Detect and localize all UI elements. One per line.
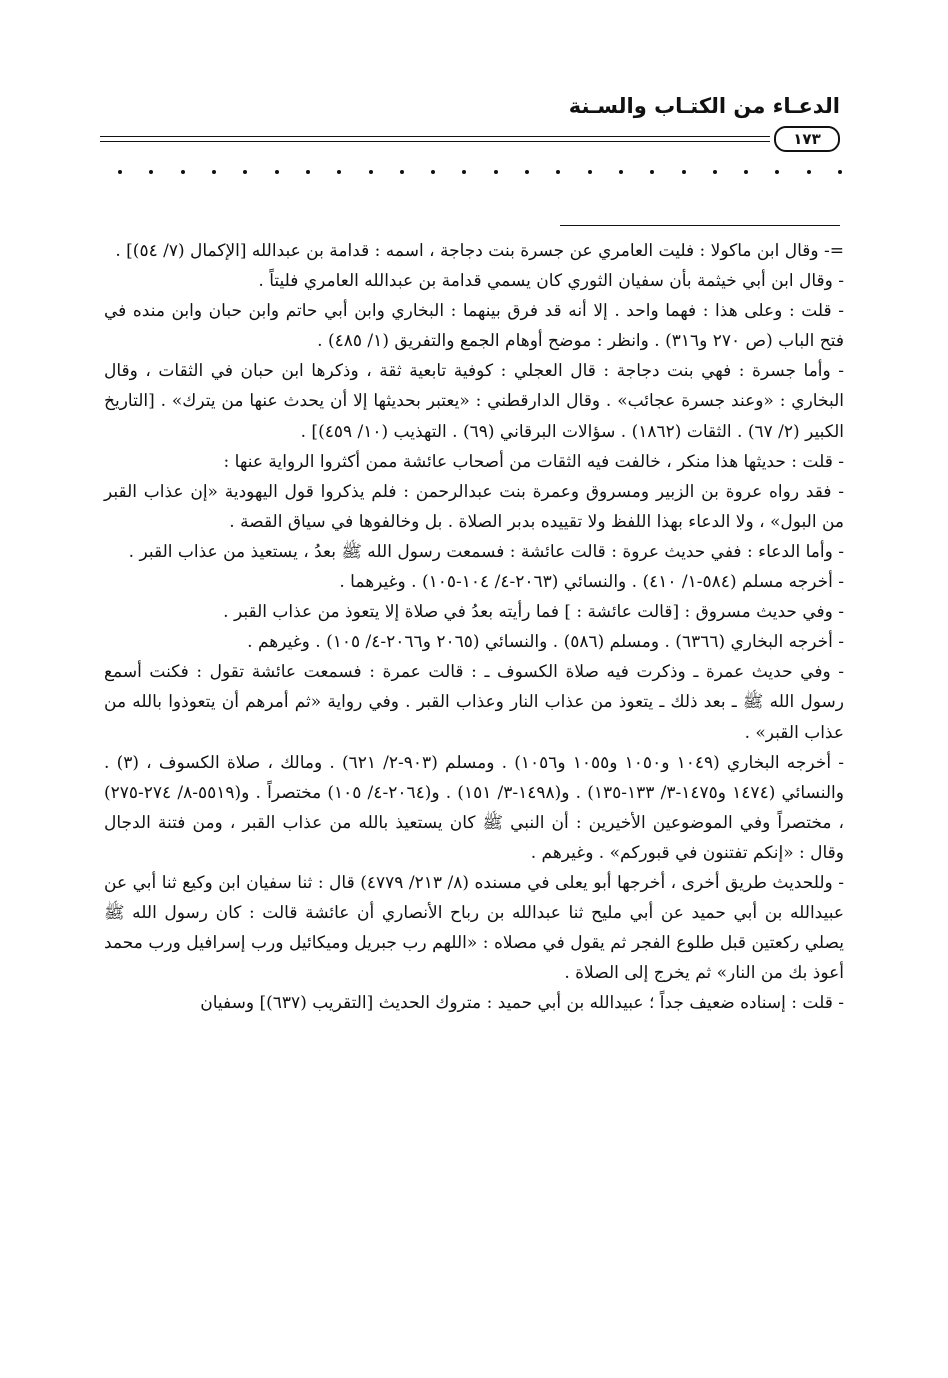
separator-dot [494, 170, 498, 174]
separator-dot [118, 170, 122, 174]
page-number: ١٧٣ [774, 126, 840, 152]
separator-dot [306, 170, 310, 174]
separator-dot [650, 170, 654, 174]
separator-dot [556, 170, 560, 174]
footnote-rule [560, 225, 840, 226]
separator-dot [744, 170, 748, 174]
footnote-paragraph: - فقد رواه عروة بن الزبير ومسروق وعمرة بنت عبدالرحمن : فلم يذكروا قول اليهودية «إن عذاب القبر من البول» ، ولا الدعاء بهذا اللفظ ولا تقييده بدبر الصلاة . بل وخالفوها في سياق القصة . [104, 481, 844, 532]
separator-dot [275, 170, 279, 174]
separator-dot [212, 170, 216, 174]
footnote-paragraph: - أخرجه مسلم (٥٨٤-١/ ٤١٠) . والنسائي (٢٠٦٣-٤/ ١٠٤-١٠٥) . وغيرهما . [339, 572, 844, 593]
separator-dot [682, 170, 686, 174]
separator-dot [713, 170, 717, 174]
dotted-separator [118, 170, 842, 174]
footnote-text [104, 236, 844, 1018]
separator-dot [431, 170, 435, 174]
separator-dot [243, 170, 247, 174]
footnote-paragraph: - وفي حديث مسروق : [قالت عائشة : ] فما رأيته بعدُ في صلاة إلا يتعوذ من عذاب القبر . [223, 602, 844, 623]
footnote-paragraph: - قلت : حديثها هذا منكر ، خالفت فيه الثقات من أصحاب عائشة ممن أكثروا الرواية عنها : [223, 451, 844, 472]
footnote-paragraph: - وفي حديث عمرة ـ وذكرت فيه صلاة الكسوف ـ : قالت عمرة : فسمعت عائشة تقول : فكنت أسمع رسول الله ﷺ ـ بعد ذلك ـ يتعوذ من عذاب النار وعذاب القبر . وفي رواية «ثم أمرهم أن يتعوذوا بالله من عذاب القبر» . [104, 662, 844, 743]
separator-dot [181, 170, 185, 174]
footnote-paragraph: - قلت : إسناده ضعيف جداً ؛ عبيدالله بن أبي حميد : متروك الحديث [التقريب (٦٣٧)] وسفيان [200, 993, 844, 1014]
footnote-paragraph: - وللحديث طريق أخرى ، أخرجها أبو يعلى في مسنده (٨/ ٢١٣/ ٤٧٧٩) قال : ثنا سفيان ابن وكيع ثنا أبي عن عبيدالله بن أبي حميد عن أبي مليح ثنا عبدالله بن رباح الأنصاري أن عائشة قالت : كان رسول الله ﷺ يصلي ركعتين قبل طلوع الفجر ثم يقول في مصلاه : «اللهم رب جبريل وميكائيل ورب إسرافيل ورب محمد أعوذ بك من النار» ثم يخرج إلى الصلاة . [104, 872, 844, 984]
separator-dot [369, 170, 373, 174]
footnote-paragraph: - وأما جسرة : فهي بنت دجاجة : قال العجلي : كوفية تابعية ثقة ، وذكرها ابن حبان في الثقات ، وقال البخاري : «وعند جسرة عجائب» . وقال الدارقطني : «يعتبر بحديثها إلا أن يحدث عنها من يترك» . [التاريخ الكبير (٢/ ٦٧) . الثقات (١٨٦٢) . سؤالات البرقاني (٦٩) . التهذيب (١٠/ ٤٥٩)] . [104, 361, 844, 442]
separator-dot [337, 170, 341, 174]
separator-dot [400, 170, 404, 174]
separator-dot [149, 170, 153, 174]
separator-dot [619, 170, 623, 174]
header-rule-secondary [100, 141, 770, 142]
footnote-paragraph: - وقال ابن أبي خيثمة بأن سفيان الثوري كان يسمي قدامة بن عبدالله العامري فليتاً . [258, 271, 844, 292]
footnote-paragraph: - أخرجه البخاري (٦٣٦٦) . ومسلم (٥٨٦) . والنسائي (٢٠٦٥ و٢٠٦٦-٤/ ١٠٥) . وغيرهم . [247, 632, 844, 653]
book-title: الدعـاء من الكتـاب والسـنة [568, 94, 840, 118]
separator-dot [462, 170, 466, 174]
page-header [100, 92, 840, 156]
separator-dot [588, 170, 592, 174]
separator-dot [807, 170, 811, 174]
footnote-paragraph: - وأما الدعاء : ففي حديث عروة : قالت عائشة : فسمعت رسول الله ﷺ بعدُ ، يستعيذ من عذاب القبر . [128, 541, 844, 562]
separator-dot [525, 170, 529, 174]
header-rule [100, 136, 770, 137]
footnote-paragraph: =- وقال ابن ماكولا : فليت العامري عن جسرة بنت دجاجة ، اسمه : قدامة بن عبدالله [الإكمال (٧/ ٥٤)] . [115, 241, 844, 261]
separator-dot [775, 170, 779, 174]
footnote-paragraph: - قلت : وعلى هذا : فهما واحد . إلا أنه قد فرق بينهما : البخاري وابن أبي حاتم وابن حبان وابن منده في فتح الباب (ص ٢٧٠ و٣١٦) . وانظر : موضح أوهام الجمع والتفريق (١/ ٤٨٥) . [104, 301, 844, 352]
separator-dot [838, 170, 842, 174]
footnote-paragraph: - أخرجه البخاري (١٠٤٩ و١٠٥٠ و١٠٥٥ و١٠٥٦) . ومسلم (٩٠٣-٢/ ٦٢١) . ومالك ، صلاة الكسوف ، (٣) . والنسائي (١٤٧٤ و١٤٧٥-٣/ ١٣٣-١٣٥) . و(١٤٩٨-٣/ ١٥١) . و(٢٠٦٤-٤/ ١٠٥) مختصراً . و(٥٥١٩-٨/ ٢٧٤-٢٧٥) ، مختصراً وفي الموضوعين الأخيرين : أن النبي ﷺ كان يستعيذ بالله من عذاب القبر ، ومن فتنة الدجال وقال : «إنكم تفتنون في قبوركم» . وغيرهم . [104, 752, 844, 863]
